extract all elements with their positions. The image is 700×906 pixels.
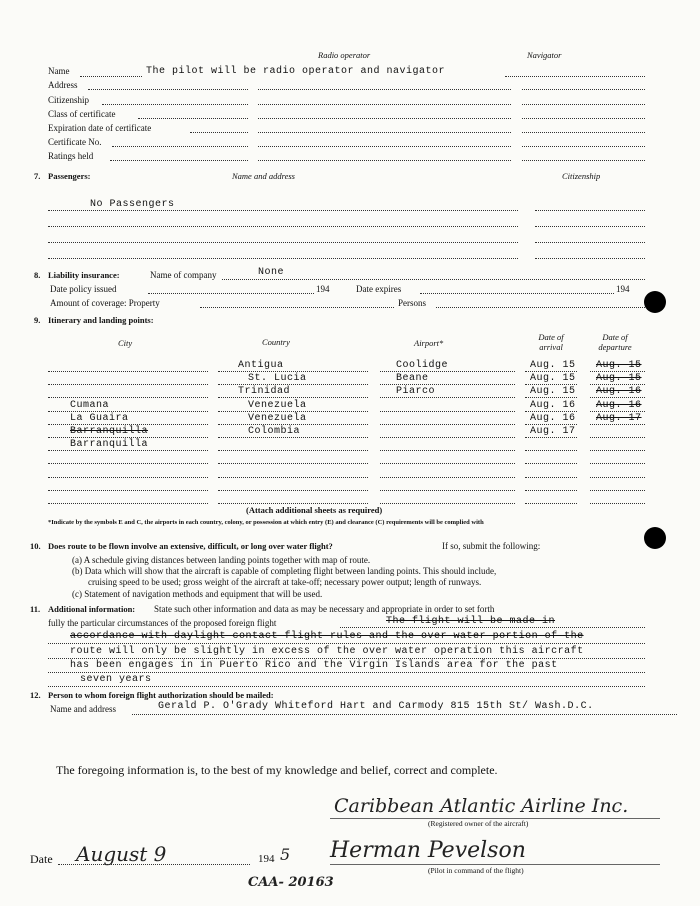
crew-label-expiration: Expiration date of certificate [48, 123, 152, 133]
date-label: Date [30, 852, 53, 866]
overwater-rest: If so, submit the following: [442, 541, 541, 551]
section-11-number: 11. [30, 604, 41, 614]
col-passenger-citizenship: Citizenship [562, 171, 601, 181]
itinerary-arrival: Aug. 15 [530, 373, 576, 385]
itinerary-arrival: Aug. 16 [530, 412, 576, 424]
section-8-number: 8. [34, 270, 41, 280]
itinerary-departure: Aug. 16 [596, 399, 642, 411]
overwater-b1: (b) Data which will show that the aircraft is capable of completing flight between landing points. This should include, [72, 566, 497, 576]
coverage-label: Amount of coverage: Property [50, 298, 160, 308]
crew-label-citizenship: Citizenship [48, 95, 89, 105]
additional-typed-2: route will only be slightly in excess of the over water operation this aircraft [70, 646, 584, 657]
additional-typed-4: seven years [80, 674, 152, 685]
crew-label-ratings: Ratings held [48, 151, 94, 161]
year-suffix: 5 [280, 845, 291, 864]
company-value: None [258, 267, 285, 278]
itinerary-country: Colombia [248, 426, 301, 437]
itinerary-city: Cumana [70, 399, 110, 411]
col-navigator: Navigator [527, 50, 562, 60]
itinerary-country: Venezuela [248, 399, 307, 411]
itinerary-country: Antigua [238, 360, 284, 371]
crew-label-address: Address [48, 80, 78, 90]
overwater-question: Does route to be flown involve an extensive, difficult, or long over water flight? [48, 541, 333, 551]
attach-note: (Attach additional sheets as required) [246, 505, 383, 515]
date-issued-label: Date policy issued [50, 284, 117, 294]
mailto-title: Person to whom foreign flight authorization should be mailed: [48, 690, 274, 700]
itinerary-departure: Aug. 16 [596, 386, 642, 398]
itinerary-country: Trinidad [238, 386, 291, 398]
itinerary-airport: Beane [396, 373, 429, 385]
mailto-value: Gerald P. O'Grady Whiteford Hart and Carmody 815 15th St/ Wash.D.C. [158, 701, 594, 712]
crew-label-cert-no: Certificate No. [48, 137, 102, 147]
date-expires-label: Date expires [356, 284, 402, 294]
itinerary-arrival: Aug. 16 [530, 399, 576, 411]
pilot-signature: Herman Pevelson [330, 838, 526, 863]
year-issued: 194 [316, 284, 330, 294]
col-name-address: Name and address [232, 171, 295, 181]
passengers-title: Passengers: [48, 171, 91, 181]
liability-title: Liability insurance: [48, 270, 120, 280]
additional-line2-typed: The flight will be made in [386, 616, 556, 627]
punch-hole [644, 527, 666, 549]
mailto-label: Name and address [50, 704, 116, 714]
itinerary-departure: Aug. 17 [596, 412, 642, 424]
col-city: City [118, 338, 133, 348]
itinerary-airport: Coolidge [396, 360, 449, 371]
col-departure: Date of departure [598, 332, 632, 352]
crew-name-value: The pilot will be radio operator and navigator [146, 66, 446, 77]
itinerary-title: Itinerary and landing points: [48, 315, 154, 325]
punch-hole [644, 291, 666, 313]
year-prefix: 194 [258, 853, 275, 865]
additional-typed-3: has been engages in in Puerto Rico and the Virgin Islands area for the past [70, 660, 558, 671]
itinerary-airport: Piarco [396, 386, 436, 398]
owner-signature: Caribbean Atlantic Airline Inc. [334, 795, 629, 817]
col-airport: Airport* [414, 338, 444, 348]
itinerary-city: Barranquilla [70, 426, 149, 437]
company-label: Name of company [150, 270, 217, 280]
overwater-c: (c) Statement of navigation methods and equipment that will be used. [72, 589, 323, 599]
certification-statement: The foregoing information is, to the best of my knowledge and belief, correct and complete. [56, 763, 498, 777]
section-12-number: 12. [30, 690, 41, 700]
itinerary-departure: Aug. 15 [596, 373, 642, 385]
overwater-a: (a) A schedule giving distances between landing points together with map of route. [72, 555, 371, 565]
itinerary-country: St. Lucia [248, 373, 307, 385]
overwater-b2: cruising speed to be used; gross weight of the aircraft at take-off; necessary power output; length of runways. [88, 577, 482, 587]
col-arrival: Date of arrival [538, 332, 564, 352]
itinerary-country: Venezuela [248, 412, 307, 424]
additional-typed-1: accordance with daylight contact flight rules and the over water portion of the [70, 631, 584, 642]
section-7-number: 7. [34, 171, 41, 181]
year-expires: 194 [616, 284, 630, 294]
itinerary-arrival: Aug. 15 [530, 360, 576, 371]
additional-title: Additional information: [48, 604, 136, 614]
itinerary-city: La Guaira [70, 412, 129, 424]
itinerary-arrival: Aug. 15 [530, 386, 576, 398]
airport-footnote: *Indicate by the symbols E and C, the airports in each country, colony, or possession at which entry (E) and clearance (C) requirements will be complied with [48, 519, 484, 526]
passengers-entry: No Passengers [90, 199, 175, 210]
itinerary-departure: Aug. 15 [596, 360, 642, 371]
itinerary-city: Barranquilla [70, 439, 149, 451]
section-9-number: 9. [34, 315, 41, 325]
additional-line1: State such other information and data as may be necessary and appropriate in order to set forth [154, 604, 495, 614]
crew-label-name: Name [48, 66, 70, 76]
persons-label: Persons [398, 298, 427, 308]
pilot-caption: (Pilot in command of the flight) [428, 866, 524, 875]
itinerary-arrival: Aug. 17 [530, 426, 576, 437]
col-radio-operator: Radio operator [318, 50, 371, 60]
col-country: Country [262, 337, 290, 347]
additional-line2-label: fully the particular circumstances of the proposed foreign flight [48, 618, 277, 628]
owner-caption: (Registered owner of the aircraft) [428, 819, 529, 828]
date-value: August 9 [76, 842, 167, 866]
section-10-number: 10. [30, 541, 41, 551]
crew-label-class: Class of certificate [48, 109, 116, 119]
caa-stamp: CAA- 20163 [248, 875, 334, 890]
